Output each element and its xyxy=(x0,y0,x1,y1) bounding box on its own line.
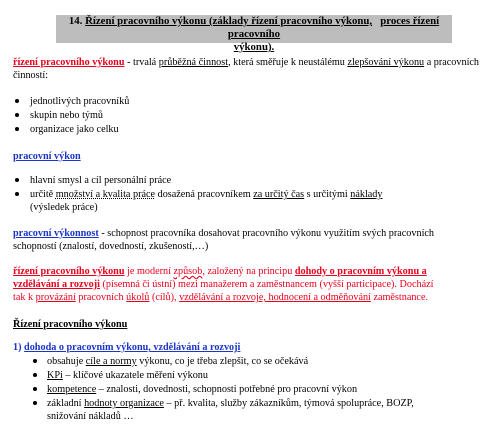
text-segment: obsahuje xyxy=(47,356,86,367)
text-segment: KPi xyxy=(47,370,63,381)
heading-pracovni-vykon: pracovní výkon xyxy=(13,151,81,162)
text-segment: určitě xyxy=(30,189,56,200)
intro-term: řízení pracovního výkonu xyxy=(13,57,125,68)
text-segment: provázání xyxy=(35,292,76,303)
text-segment: cíle a normy xyxy=(85,356,137,367)
bullet-icon xyxy=(33,359,37,363)
title-line2: výkonu). xyxy=(233,41,275,53)
sec1-title: dohoda o pracovním výkonu, vzdělávání a rozvoji xyxy=(24,342,241,353)
text-segment: tak k xyxy=(13,292,36,303)
text-segment: (písemná či ústní) mezi manažerem a zaměstnancem (vyšší participace). Dochází xyxy=(99,279,434,290)
text-segment: zaměstnance. xyxy=(370,292,429,303)
bullet-icon xyxy=(15,127,19,131)
sec1-number: 1) xyxy=(13,342,22,353)
intro-text-3: a pracovních činností: xyxy=(13,57,480,81)
text-segment: vzdělávání a rozvoje, hodnocení a odměňování xyxy=(179,292,371,303)
text-segment: pracovních xyxy=(75,292,127,303)
rizeni-term: řízení pracovního výkonu xyxy=(13,266,125,277)
list-item xyxy=(30,188,483,214)
list-item xyxy=(30,174,483,187)
vykonnost-paragraph xyxy=(13,227,483,253)
text-segment: – př. kvalita, služby zákazníkům, týmová spolupráce, BOZP, xyxy=(163,398,414,409)
bullet-icon xyxy=(33,387,37,391)
text-segment: – klíčové ukazatele měření výkonu xyxy=(62,370,208,381)
text-segment: kompetence xyxy=(47,384,97,395)
intro-phrase-1: průběžná činnost xyxy=(158,57,229,68)
vykonnost-term: pracovní výkonnost xyxy=(13,228,99,239)
bullet-icon xyxy=(15,99,19,103)
text-segment: výkonu, co je třeba zlepšit, co se očekává xyxy=(136,356,309,367)
intro-phrase-2: zlepšování výkonu xyxy=(347,57,425,68)
text-segment: způsob xyxy=(173,266,203,277)
list-item xyxy=(47,369,483,382)
text-segment: úkolů xyxy=(126,292,150,303)
bullet-icon xyxy=(33,373,37,377)
title-line1: Řízení pracovního výkonu (základy řízení pracovního výkonu, xyxy=(85,15,373,27)
list-item xyxy=(47,383,483,396)
text-segment: dosažená pracovníkem xyxy=(155,189,254,200)
text-segment: základní xyxy=(47,398,85,409)
bullet-icon xyxy=(15,178,19,182)
section-title xyxy=(56,15,452,53)
text-segment: schopností (znalostí, dovedností, zkušeností,…) xyxy=(13,241,209,252)
heading-rizeni: Řízení pracovního výkonu xyxy=(13,319,128,330)
text-segment: , založený na principu xyxy=(202,266,295,277)
intro-text-2: , která směřuje k neustálému xyxy=(228,57,348,68)
text-segment: (cílů), xyxy=(149,292,180,303)
list-item-text: organizace jako celku xyxy=(30,124,119,135)
text-segment: s určitými xyxy=(304,189,351,200)
intro-text-1: - trvalá xyxy=(124,57,159,68)
title-number: 14. xyxy=(68,15,83,27)
list-item xyxy=(30,123,483,136)
rizeni-paragraph xyxy=(13,265,483,304)
bullet-icon xyxy=(15,192,19,196)
text-segment: hodnoty organizace xyxy=(84,398,164,409)
text-segment: vzdělávání a rozvoji xyxy=(13,279,100,290)
text-segment: za určitý čas xyxy=(253,189,305,200)
text-segment: náklady xyxy=(350,189,383,200)
list-item-text: skupin nebo týmů xyxy=(30,110,104,121)
list-item xyxy=(47,355,483,368)
sec1-heading xyxy=(13,341,483,354)
bullet-icon xyxy=(33,401,37,405)
text-segment: je moderní xyxy=(124,266,174,277)
title-line1b: proces řízení pracovního xyxy=(227,15,440,40)
list-item-text: jednotlivých pracovníků xyxy=(30,96,130,107)
list-item xyxy=(30,95,483,108)
text-segment: dohody o pracovním výkonu a xyxy=(294,266,427,277)
list-item xyxy=(30,109,483,122)
text-segment: snižování nákladů … xyxy=(47,411,134,422)
intro-paragraph xyxy=(13,56,483,82)
text-segment: (výsledek práce) xyxy=(30,202,98,213)
list-item-text: hlavní smysl a cíl personální práce xyxy=(30,175,172,186)
bullet-icon xyxy=(15,113,19,117)
text-segment: - schopnost pracovníka dosahovat pracovního výkonu využitím svých pracovních xyxy=(98,228,435,239)
text-segment: – znalosti, dovednosti, schopnosti potřebné pro pracovní výkon xyxy=(96,384,358,395)
text-segment: množství a kvalita práce xyxy=(55,189,156,200)
list-item xyxy=(47,397,483,423)
